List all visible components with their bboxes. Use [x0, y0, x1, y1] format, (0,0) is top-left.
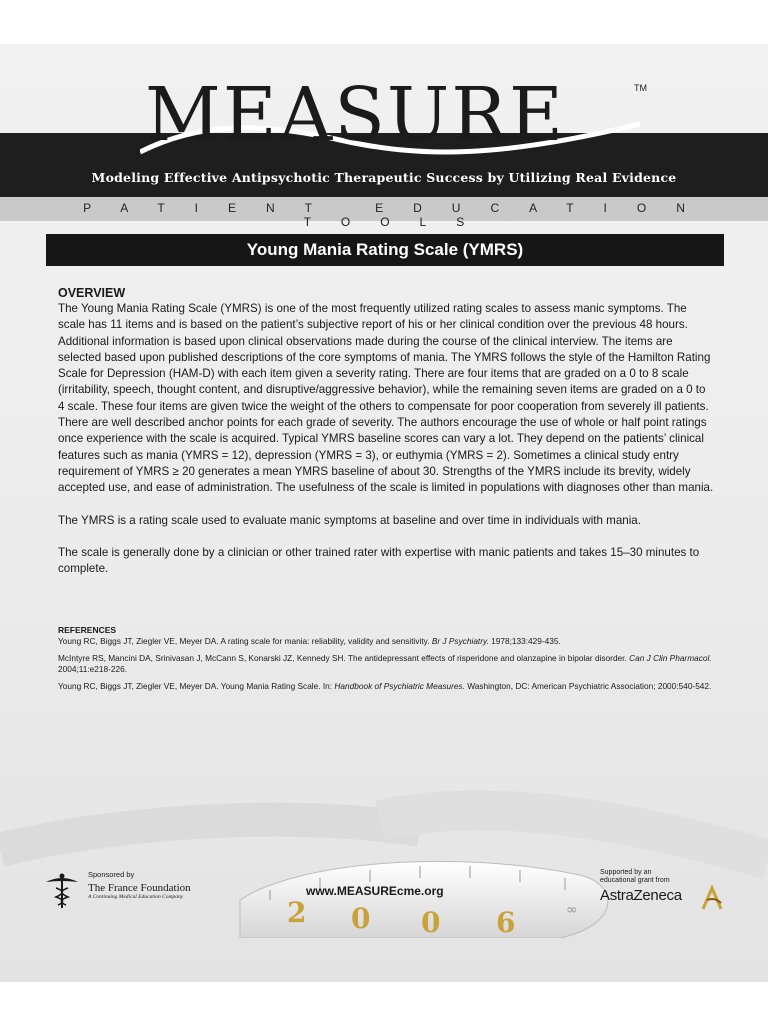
trademark: TM	[634, 83, 647, 93]
sponsor-subtitle: A Continuing Medical Education Company	[88, 894, 184, 900]
reference-item: McIntyre RS, Mancini DA, Srinivasan J, McCann S, Konarski JZ, Kennedy SH. The antidepressant effects of risperidone and olanzapine in bipolar disorder. Can J Clin Pharmacol. 2004;11:e218-226.	[58, 652, 712, 674]
caduceus-icon	[42, 870, 82, 910]
title-bar	[46, 234, 724, 266]
grant-block	[600, 869, 682, 904]
references-section	[58, 625, 718, 697]
reference-item: Young RC, Biggs JT, Ziegler VE, Meyer DA. A rating scale for mania: reliability, validity and sensitivity. Br J Psychiatry. 1978;133:429-435.	[58, 636, 561, 646]
tape-digit: 2	[287, 896, 307, 929]
sponsored-by-label: Sponsored by	[88, 870, 135, 879]
grant-line-2: educational grant from	[600, 877, 670, 884]
page-title: Young Mania Rating Scale (YMRS)	[246, 240, 524, 259]
tape-digit: 6	[496, 906, 516, 938]
tape-symbol: ∞	[566, 902, 578, 918]
tagline: Modeling Effective Antipsychotic Therapeutic Success by Utilizing Real Evidence	[91, 170, 677, 185]
measure-logo: MEASURE	[145, 72, 566, 158]
overview-paragraph-2: The YMRS is a rating scale used to evaluate manic symptoms at baseline and over time in individuals with mania.	[58, 513, 641, 527]
tape-digit: 0	[421, 906, 441, 938]
overview-heading: OVERVIEW	[58, 286, 126, 300]
astrazeneca-logo-icon	[699, 885, 725, 911]
overview-paragraph-3: The scale is generally done by a clinician or other trained rater with expertise with manic patients and takes 15–30 minutes to complete.	[58, 545, 700, 576]
overview-section	[58, 286, 714, 577]
grant-company: AstraZeneca	[600, 887, 682, 904]
website-link[interactable]: www.MEASUREcme.org	[306, 884, 444, 898]
overview-paragraph-1: The Young Mania Rating Scale (YMRS) is one of the most frequently utilized rating scales to assess manic symptoms. The scale has 11 items and is based on the patient’s subjective report of his or her clinical condition over the previous 48 hours. Additional information is based upon clinical observations made during the course of the clinical interview. The items are selected based upon published descriptions of the core symptoms of mania. The YMRS follows the style of the Hamilton Rating Scale for Depression (HAM-D) with each item given a severity rating. There are four items that are graded on a 0 to 8 scale (irritability, speech, thought content, and disruptive/aggressive behavior), while the remaining seven items are graded on a 0 to 4 scale. These four items are given twice the weight of the others to compensate for poor cooperation from severely ill patients. There are well described anchor points for each grade of severity. The authors encourage the use of whole or half point ratings once experience with the scale is acquired. Typical YMRS baseline scores can vary a lot. They depend on the patients’ clinical features such as mania (YMRS = 12), depression (YMRS = 3), or euthymia (YMRS = 2). Sometimes a clinical study entry requirement of YMRS ≥ 20 generates a mean YMRS baseline of about 30. Strengths of the YMRS include its brevity, widely accepted use, and ease of administration. The usefulness of the scale is limited in populations with diagnoses other than mania.	[58, 302, 714, 495]
reference-item: Young RC, Biggs JT, Ziegler VE, Meyer DA. Young Mania Rating Scale. In: Handbook of Psychiatric Measures. Washington, DC: American Psychiatric Association; 2000:540-542.	[58, 680, 712, 691]
tape-digit: 0	[351, 902, 371, 935]
sponsor-name: The France Foundation	[88, 882, 191, 894]
subtitle: PATIENT EDUCATION TOOLS	[83, 201, 715, 229]
grant-line-1: Supported by an	[600, 869, 652, 876]
sponsor-block	[42, 870, 191, 915]
references-heading: REFERENCES	[58, 625, 117, 635]
